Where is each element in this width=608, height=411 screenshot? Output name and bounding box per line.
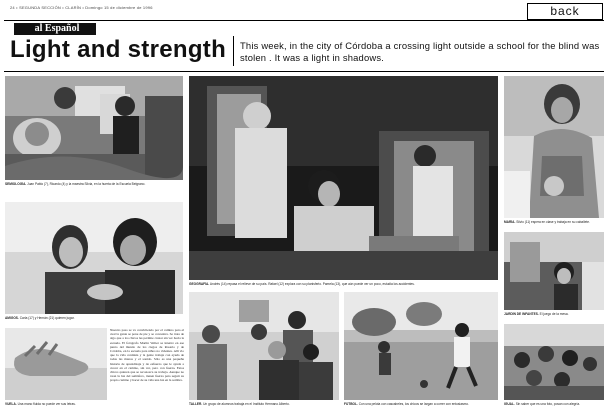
caption-boy-text: Silvio (11) espera en clase y trabaja en su caballete. [516, 220, 590, 224]
caption-garden-label: SEMIOLOGÍA. [5, 182, 27, 186]
article-body: Nuestro paso se va convirtiendo por el camino para el cual la gente se pone de pie y se concentra. Se trata de algo que a los chicos les permite cruzar sin ver hacia la escuela. El fotógrafo Martín Weber se internó en ese punto del mundo de los ciegos de Rosario y de Córdoba, en la escuela para niños no videntes. Allí vio que la vida continúa y la gente trabaja con ayuda de todas las manos y el sonido. Sólo es una pequeña historia de aprendizaje y de esfuerzo que le ayuda a crecer en el camino, sin ver, pero con fuerza. Estos chicos quieren que se reconozca su trabajo. Aunque no vean la luz del semáforo, tienen fuerza para seguir su propio camino y hacer de su vida una luz en la sombra. [110, 328, 184, 383]
back-button[interactable]: back [527, 3, 603, 20]
masthead-text: 24 • SEGUNDA SECCIÓN • CLARÍN • Domingo 15 de diciembre de 1996 [10, 5, 153, 10]
caption-kindergarten [504, 312, 604, 316]
caption-workshop-label: TALLER. [189, 402, 203, 406]
caption-boy [504, 220, 604, 224]
photo-kindergarten [504, 232, 604, 310]
caption-football [344, 402, 498, 406]
caption-football-label: FÚTBOL. [344, 402, 358, 406]
caption-geography-text: Andrés (14) repasa el relieve de su país. Rafael (12) explora con su planisferio. Pamela (13), que aún puede ver un poco, estudia los accidentes. [209, 282, 415, 286]
photo-boy-easel [504, 76, 604, 218]
caption-geography [189, 282, 498, 286]
caption-garden-text: Juan Pablo (7), Ricardo (4) y la maestra Silvia, en la huerta de la Escuela Belgrano. [27, 182, 146, 186]
caption-boy-label: MARÍA. [504, 220, 516, 224]
photo-geography-class [189, 76, 498, 280]
article-headline: Light and strength [10, 36, 227, 63]
caption-kindergarten-text: El juego de la mesa. [539, 312, 569, 316]
caption-workshop-text: Un grupo de alumnos trabaja en el Instituto Hermano Alberto. [203, 402, 290, 406]
headline-divider [233, 36, 234, 66]
article-deck: This week, in the city of Córdoba a crossing light outside a school for the blind was stolen . It was a light in shadows. [240, 40, 600, 63]
caption-friends [5, 316, 183, 320]
caption-kindergarten-label: JARDÍN DE INFANTES. [504, 312, 539, 316]
section-tag: al Español [14, 23, 96, 35]
caption-group-kids [504, 402, 604, 406]
caption-friends-label: AMIGOS. [5, 316, 19, 320]
caption-geography-label: GEOGRAFÍA. [189, 282, 210, 286]
photo-friends [5, 202, 183, 314]
caption-workshop [189, 402, 339, 406]
newspaper-header [4, 2, 604, 14]
caption-hands-label: VUELA. [5, 402, 17, 406]
photo-group-kids [504, 324, 604, 400]
caption-football-text: Con una pelota con cascabeles, los chicos se largan a correr con entusiasmo. [358, 402, 469, 406]
header-rule [4, 20, 604, 21]
caption-hands-text: Una mano fluida no puede ver sus letras. [17, 402, 76, 406]
caption-friends-text: Carla (17) y Hernán (21) quieren jugar. [19, 316, 75, 320]
caption-group-kids-label: IGUAL. [504, 402, 515, 406]
caption-garden [5, 182, 183, 186]
caption-hands [5, 402, 107, 406]
caption-group-kids-text: Sin saber que es una foto, posan con alegría. [515, 402, 581, 406]
photo-football [344, 292, 498, 400]
photo-workshop-group [189, 292, 339, 400]
photo-garden-children [5, 76, 183, 180]
section-rule [4, 71, 604, 72]
photo-hands-braille [5, 328, 107, 400]
